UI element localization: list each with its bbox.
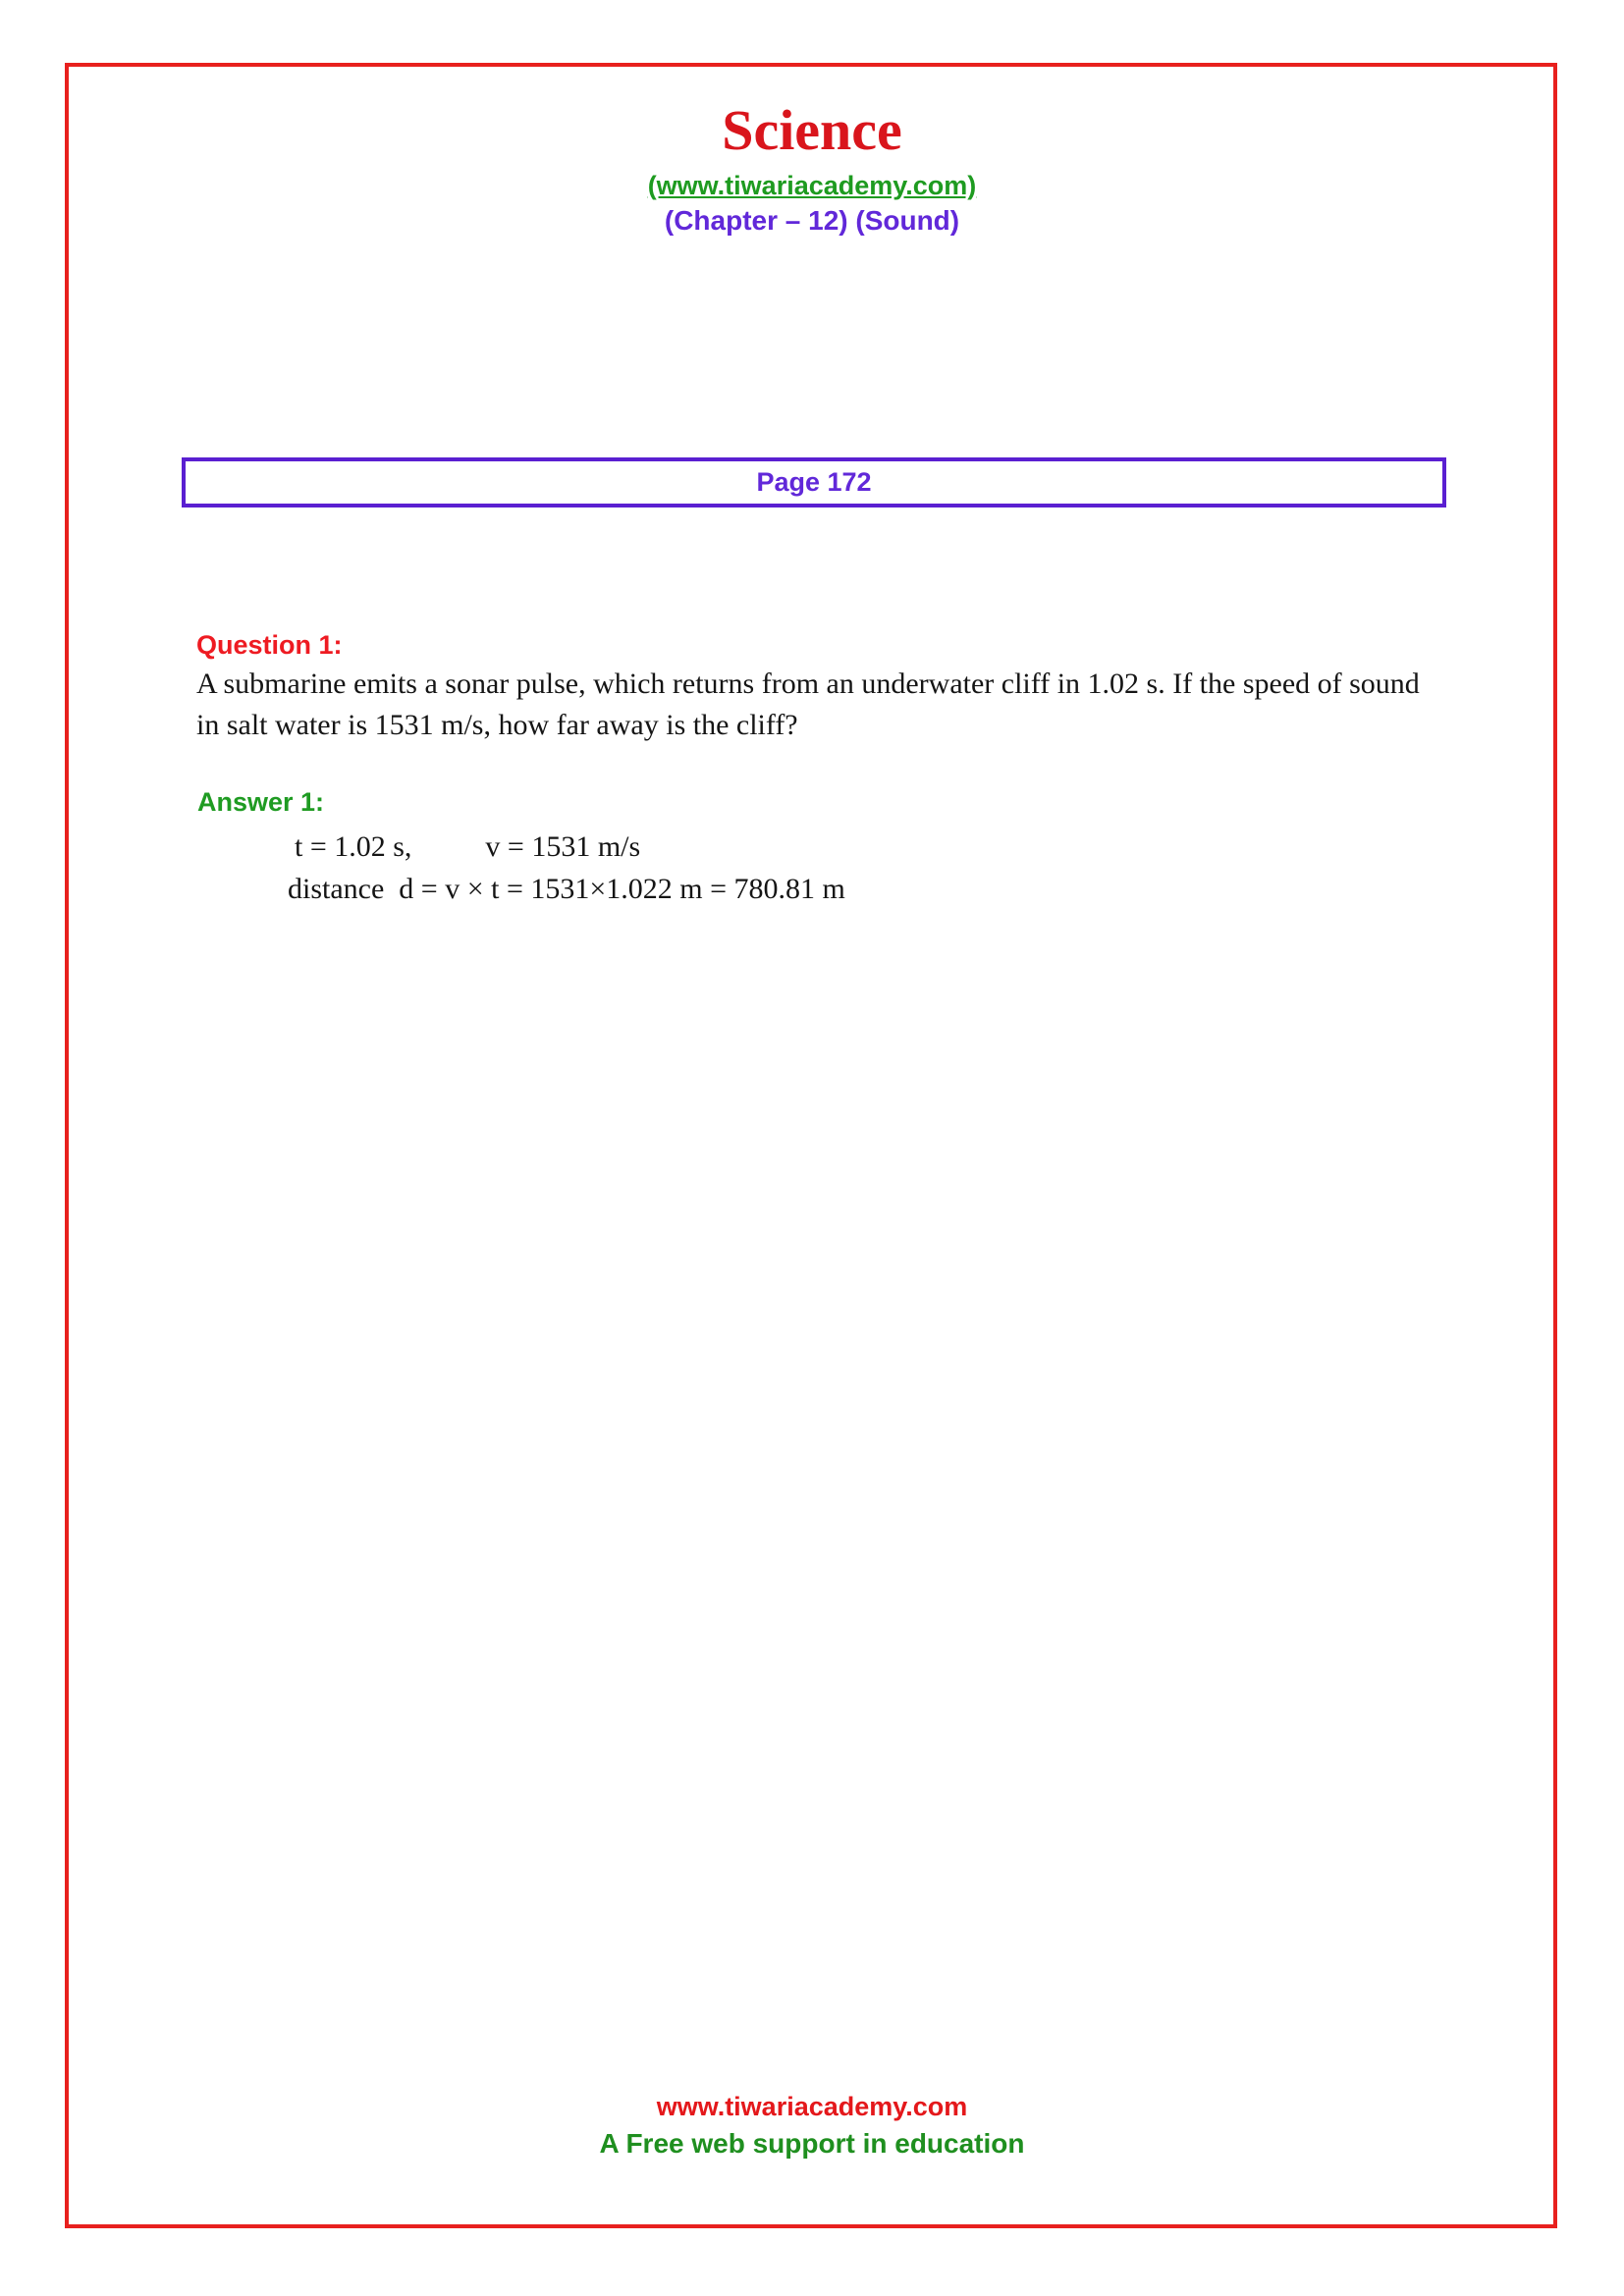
document-footer (0, 2091, 1624, 2160)
document-header (0, 100, 1624, 237)
footer-tagline: A Free web support in education (599, 2128, 1025, 2159)
page-number-banner (182, 457, 1446, 507)
page-border-frame (65, 63, 1557, 2228)
site-link[interactable]: (www.tiwariacademy.com) (647, 171, 977, 200)
question-label: Question 1: (196, 630, 343, 660)
question-text: A submarine emits a sonar pulse, which returns from an underwater cliff in 1.02 s. If the speed of sound in salt water is 1531 m/s, how far away is the cliff? (196, 667, 1420, 741)
chapter-subtitle: (Chapter – 12) (Sound) (664, 205, 960, 236)
page-number-label: Page 172 (756, 467, 872, 497)
answer-label: Answer 1: (197, 787, 325, 817)
answer-work-line-2: distance d = v × t = 1531×1.022 m = 780.81 m (288, 873, 845, 905)
answer-work-line-1: t = 1.02 s, v = 1531 m/s (295, 830, 641, 863)
footer-site-url[interactable]: www.tiwariacademy.com (656, 2092, 968, 2121)
page-title: Science (722, 98, 902, 162)
